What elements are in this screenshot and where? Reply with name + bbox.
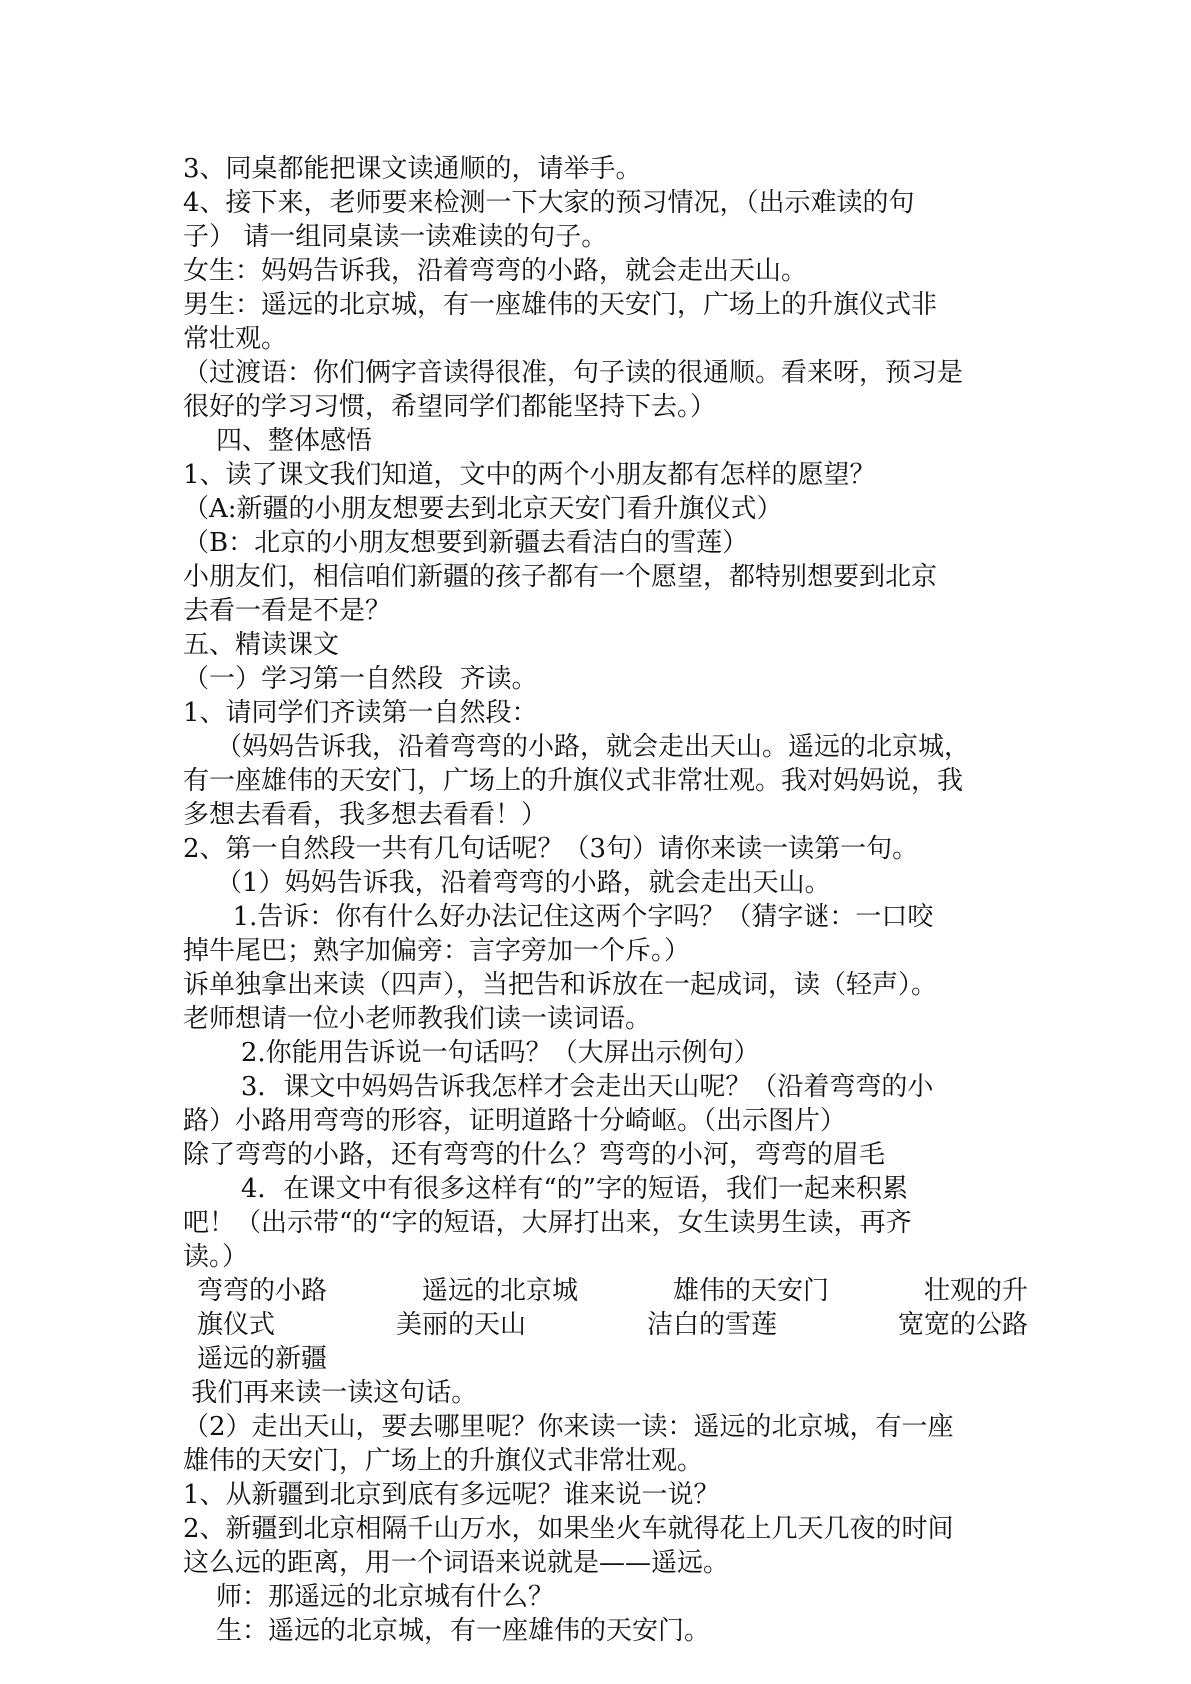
text-line: 男生：遥远的北京城，有一座雄伟的天安门，广场上的升旗仪式非 <box>183 290 938 320</box>
text-line: 除了弯弯的小路，还有弯弯的什么？弯弯的小河，弯弯的眉毛 <box>183 1140 886 1170</box>
text-line: 4．在课文中有很多这样有“的”字的短语，我们一起来积累 <box>183 1174 908 1204</box>
text-line: 3．课文中妈妈告诉我怎样才会走出天山呢？（沿着弯弯的小 <box>183 1072 934 1102</box>
text-line: 老师想请一位小老师教我们读一读词语。 <box>183 1004 652 1034</box>
text-line: 雄伟的天安门，广场上的升旗仪式非常壮观。 <box>183 1446 704 1476</box>
phrase-row <box>183 1342 1028 1376</box>
text-line: （A:新疆的小朋友想要去到北京天安门看升旗仪式） <box>183 494 783 524</box>
text-line: （妈妈告诉我，沿着弯弯的小路，就会走出天山。遥远的北京城， <box>183 732 971 762</box>
text-line: 2、新疆到北京相隔千山万水，如果坐火车就得花上几天几夜的时间 <box>183 1514 954 1544</box>
text-line: 1、从新疆到北京到底有多远呢？谁来说一说？ <box>183 1480 720 1510</box>
text-line: 生：遥远的北京城，有一座雄伟的天安门。 <box>183 1616 711 1646</box>
phrase: 弯弯的小路 <box>197 1276 328 1306</box>
text-line: 读。） <box>183 1242 249 1272</box>
phrase: 雄伟的天安门 <box>672 1276 829 1306</box>
text-line: 3、同桌都能把课文读通顺的，请举手。 <box>183 154 642 184</box>
section-heading: 五、精读课文 <box>183 630 340 660</box>
document-body <box>183 152 1028 1648</box>
phrase-row <box>183 1308 1028 1342</box>
text-line: 1、读了课文我们知道，文中的两个小朋友都有怎样的愿望？ <box>183 460 876 490</box>
text-line: 师：那遥远的北京城有什么？ <box>183 1582 555 1612</box>
text-line: 2、第一自然段一共有几句话呢？（3句）请你来读一读第一句。 <box>183 834 919 864</box>
text-line: 路）小路用弯弯的形容，证明道路十分崎岖。（出示图片） <box>183 1106 847 1136</box>
phrase: 遥远的新疆 <box>197 1344 328 1374</box>
text-line: （一）学习第一自然段 齐读。 <box>183 664 538 694</box>
text-line: 4、接下来，老师要来检测一下大家的预习情况，（出示难读的句 <box>183 188 915 218</box>
text-line: 我们再来读一读这句话。 <box>183 1378 478 1408</box>
text-line: 去看一看是不是？ <box>183 596 392 626</box>
text-line: 掉牛尾巴；熟字加偏旁：言字旁加一个斥。） <box>183 936 691 966</box>
text-line: （2）走出天山，要去哪里呢？你来读一读：遥远的北京城，有一座 <box>183 1412 954 1442</box>
text-line: 1、请同学们齐读第一自然段： <box>183 698 538 728</box>
text-line: （过渡语：你们俩字音读得很准，句子读的很通顺。看来呀，预习是 <box>183 358 964 388</box>
text-line: 诉单独拿出来读（四声），当把告和诉放在一起成词，读（轻声）。 <box>183 970 938 1000</box>
text-line: 吧！（出示带“的“字的短语，大屏打出来，女生读男生读，再齐 <box>183 1208 912 1238</box>
text-line: 1.告诉：你有什么好办法记住这两个字吗？（猜字谜：一口咬 <box>183 902 934 932</box>
phrase: 美丽的天山 <box>395 1310 526 1340</box>
phrase: 遥远的北京城 <box>421 1276 578 1306</box>
text-line: 小朋友们，相信咱们新疆的孩子都有一个愿望，都特别想要到北京 <box>183 562 938 592</box>
text-line: 有一座雄伟的天安门，广场上的升旗仪式非常壮观。我对妈妈说，我 <box>183 766 964 796</box>
text-line: （B：北京的小朋友想要到新疆去看洁白的雪莲） <box>183 528 749 558</box>
phrase: 旗仪式 <box>197 1310 276 1340</box>
section-heading: 四、整体感悟 <box>183 426 373 456</box>
text-line: 女生：妈妈告诉我，沿着弯弯的小路，就会走出天山。 <box>183 256 808 286</box>
text-line: 2.你能用告诉说一句话吗？（大屏出示例句） <box>183 1038 760 1068</box>
phrase: 壮观的升 <box>923 1276 1028 1306</box>
text-line: 这么远的距离，用一个词语来说就是——遥远。 <box>183 1548 730 1578</box>
text-line: 常壮观。 <box>183 324 288 354</box>
text-line: 多想去看看，我多想去看看！） <box>183 800 548 830</box>
phrase: 洁白的雪莲 <box>646 1310 777 1340</box>
text-line: （1）妈妈告诉我，沿着弯弯的小路，就会走出天山。 <box>183 868 831 898</box>
text-line: 很好的学习习惯，希望同学们都能坚持下去。） <box>183 392 717 422</box>
phrase-row <box>183 1274 1028 1308</box>
phrase: 宽宽的公路 <box>897 1310 1028 1340</box>
text-line: 子） 请一组同桌读一读难读的句子。 <box>183 222 608 252</box>
